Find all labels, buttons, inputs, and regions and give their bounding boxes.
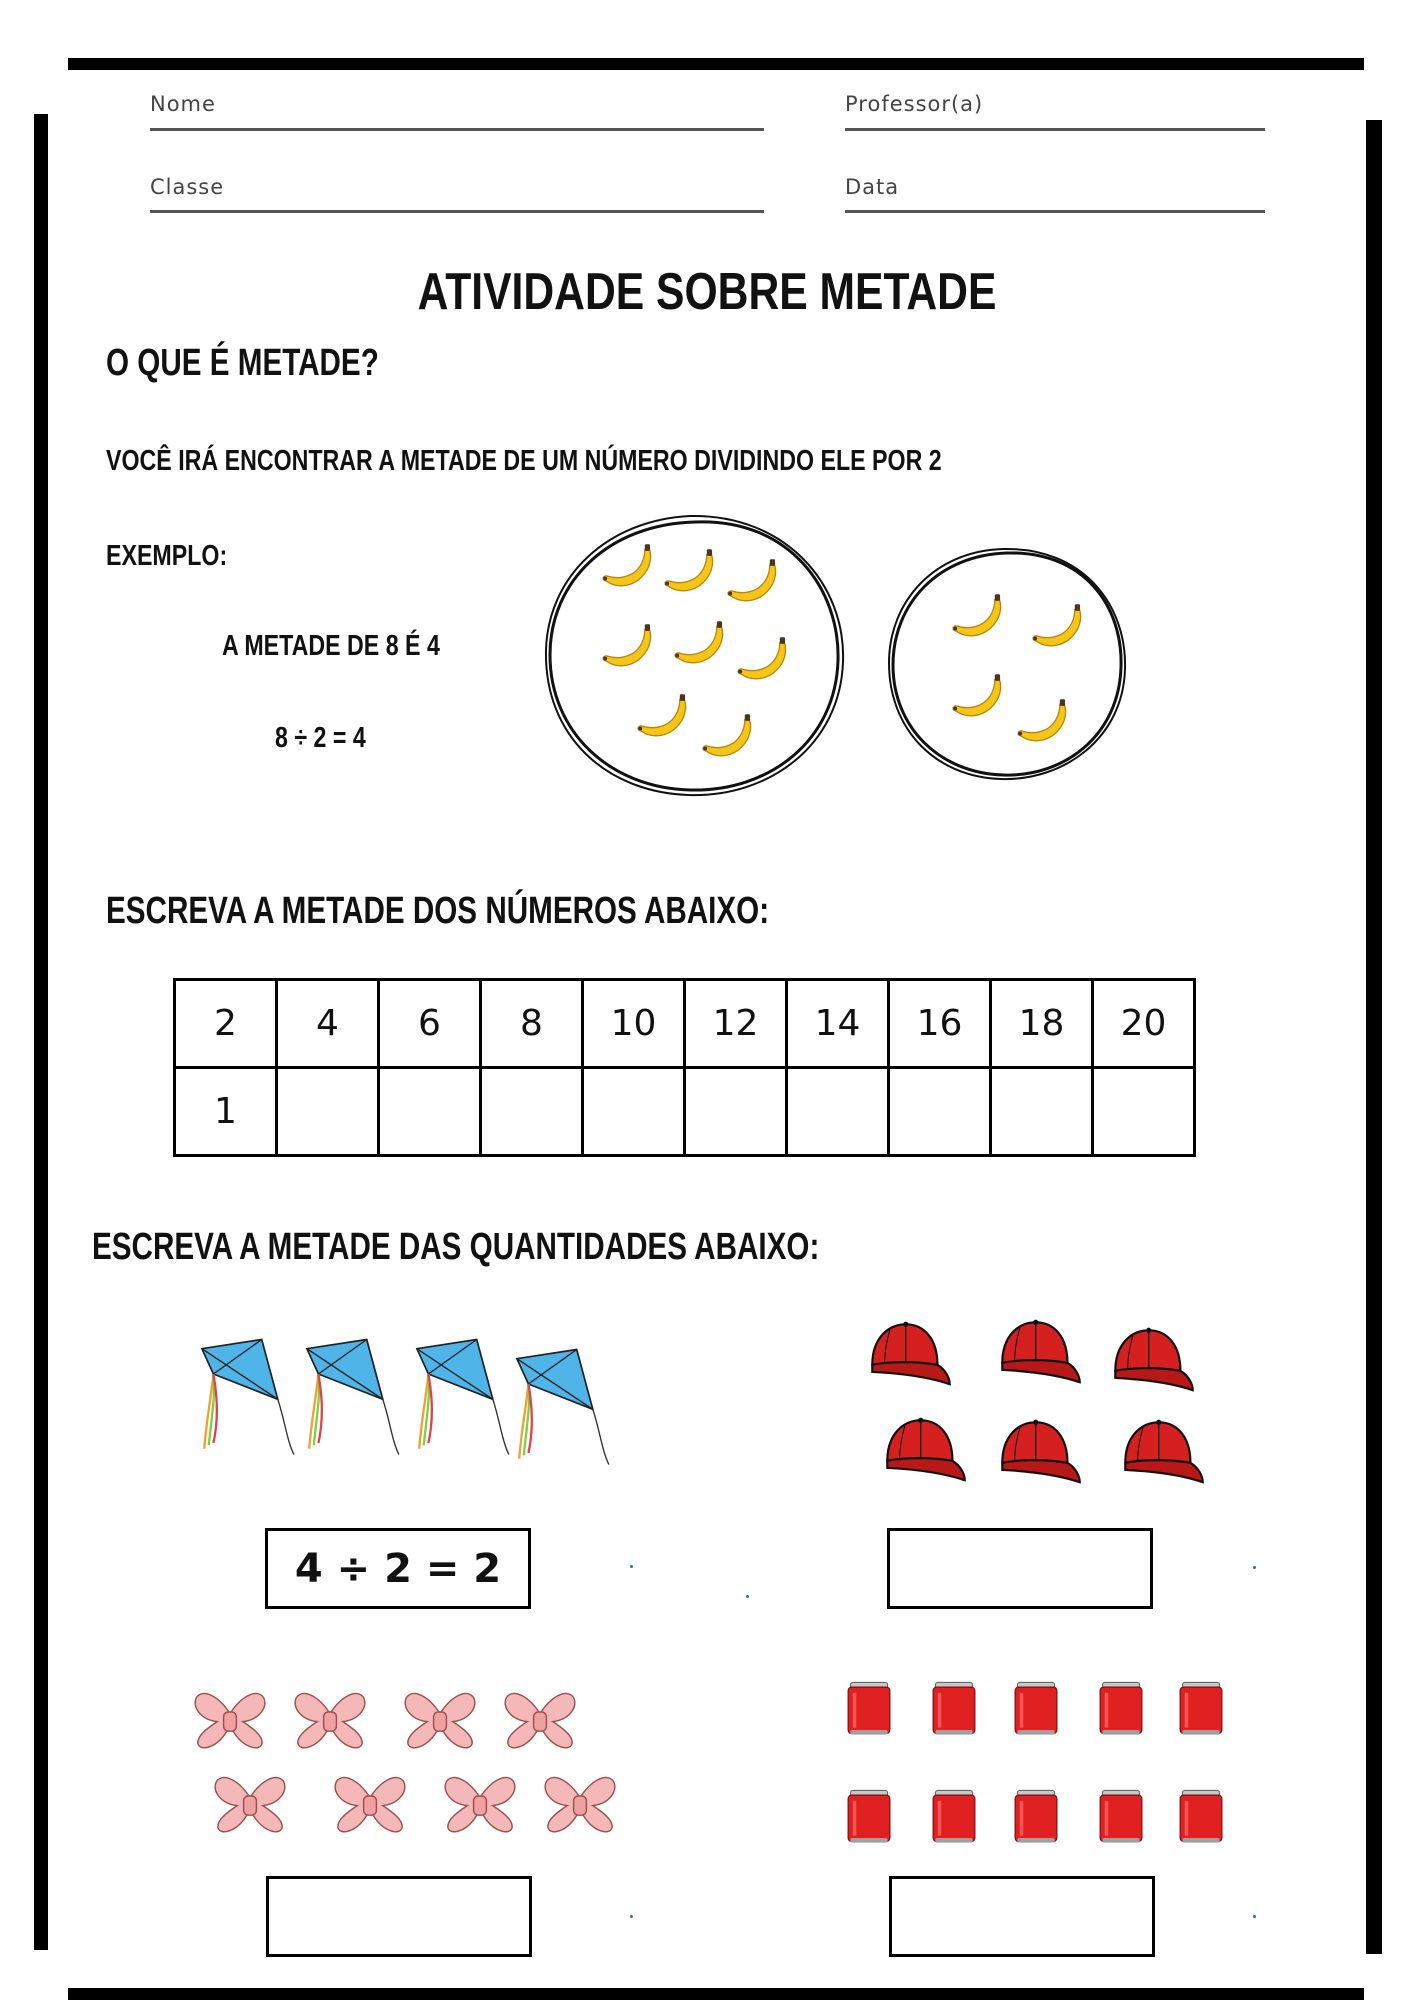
example-text: A METADE DE 8 É 4 <box>222 630 440 662</box>
cans-answer-box[interactable] <box>889 1876 1155 1957</box>
kite-icon <box>195 1308 310 1486</box>
banana-icon <box>715 550 785 616</box>
bow-icon <box>395 1680 485 1760</box>
answer-cell[interactable] <box>277 1068 379 1156</box>
cap-icon <box>1108 1410 1213 1498</box>
bow-icon <box>435 1764 525 1844</box>
left-border-bar <box>34 114 48 1950</box>
banana-icon <box>940 585 1010 651</box>
numbers-row <box>175 980 1195 1068</box>
kite-icon <box>510 1318 625 1496</box>
answer-cell[interactable] <box>787 1068 889 1156</box>
number-cell: 4 <box>277 980 379 1068</box>
bow-icon <box>285 1680 375 1760</box>
banana-icon <box>590 535 660 601</box>
quantities-heading: ESCREVA A METADE DAS QUANTIDADES ABAIXO: <box>92 1226 820 1268</box>
bottom-border-bar <box>68 1988 1364 2000</box>
numbers-heading: ESCREVA A METADE DOS NÚMEROS ABAIXO: <box>106 890 770 932</box>
class-field[interactable] <box>150 210 764 213</box>
banana-icon <box>690 705 760 771</box>
cap-icon <box>985 1410 1090 1498</box>
date-field[interactable] <box>845 210 1265 213</box>
soda-can-icon <box>1092 1660 1150 1756</box>
answer-cell[interactable] <box>1093 1068 1195 1156</box>
cap-icon <box>1098 1318 1203 1406</box>
number-cell: 12 <box>685 980 787 1068</box>
banana-icon <box>725 628 795 694</box>
halves-table <box>173 978 1196 1157</box>
answer-cell[interactable] <box>481 1068 583 1156</box>
number-cell: 8 <box>481 980 583 1068</box>
right-border-bar <box>1366 120 1382 1954</box>
soda-can-icon <box>1007 1768 1065 1864</box>
banana-icon <box>625 685 695 751</box>
name-label: Nome <box>150 92 216 116</box>
cap-icon <box>870 1408 975 1496</box>
soda-can-icon <box>1172 1768 1230 1864</box>
bow-icon <box>325 1764 415 1844</box>
number-cell: 20 <box>1093 980 1195 1068</box>
teacher-label: Professor(a) <box>845 92 984 116</box>
kites-answer-box[interactable]: 4 ÷ 2 = 2 <box>265 1528 531 1609</box>
intro-explanation: VOCÊ IRÁ ENCONTRAR A METADE DE UM NÚMERO DIVIDINDO ELE POR 2 <box>106 445 942 477</box>
banana-icon <box>940 665 1010 731</box>
bow-icon <box>185 1680 275 1760</box>
answers-row <box>175 1068 1195 1156</box>
stray-dot <box>630 1915 633 1918</box>
stray-dot <box>746 1595 749 1598</box>
intro-question: O QUE É METADE? <box>106 342 379 384</box>
number-cell: 6 <box>379 980 481 1068</box>
banana-icon <box>1005 690 1075 756</box>
number-cell: 14 <box>787 980 889 1068</box>
page-title: ATIVIDADE SOBRE METADE <box>417 263 997 321</box>
stray-dot <box>1253 1566 1256 1569</box>
caps-answer-box[interactable] <box>887 1528 1153 1609</box>
soda-can-icon <box>1007 1660 1065 1756</box>
answer-cell[interactable] <box>889 1068 991 1156</box>
answer-cell[interactable]: 1 <box>175 1068 277 1156</box>
banana-icon <box>1020 595 1090 661</box>
soda-can-icon <box>840 1660 898 1756</box>
soda-can-icon <box>1092 1768 1150 1864</box>
kite-icon <box>410 1308 525 1486</box>
number-cell: 18 <box>991 980 1093 1068</box>
answer-cell[interactable] <box>379 1068 481 1156</box>
soda-can-icon <box>925 1768 983 1864</box>
answer-cell[interactable] <box>583 1068 685 1156</box>
name-field[interactable] <box>150 128 764 131</box>
banana-icon <box>652 540 722 606</box>
top-border-bar <box>68 58 1364 70</box>
bow-icon <box>495 1680 585 1760</box>
cap-icon <box>855 1312 960 1400</box>
answer-cell[interactable] <box>685 1068 787 1156</box>
bow-icon <box>535 1764 625 1844</box>
answer-cell[interactable] <box>991 1068 1093 1156</box>
number-cell: 2 <box>175 980 277 1068</box>
stray-dot <box>1253 1915 1256 1918</box>
date-label: Data <box>845 175 900 199</box>
teacher-field[interactable] <box>845 128 1265 131</box>
bow-icon <box>205 1764 295 1844</box>
kite-icon <box>300 1308 415 1486</box>
cap-icon <box>985 1310 1090 1398</box>
soda-can-icon <box>1172 1660 1230 1756</box>
bows-answer-box[interactable] <box>266 1876 532 1957</box>
example-equation: 8 ÷ 2 = 4 <box>275 722 366 754</box>
example-label: EXEMPLO: <box>106 540 228 572</box>
banana-icon <box>662 612 732 678</box>
number-cell: 16 <box>889 980 991 1068</box>
stray-dot <box>630 1565 633 1568</box>
banana-icon <box>590 615 660 681</box>
class-label: Classe <box>150 175 225 199</box>
soda-can-icon <box>840 1768 898 1864</box>
number-cell: 10 <box>583 980 685 1068</box>
soda-can-icon <box>925 1660 983 1756</box>
